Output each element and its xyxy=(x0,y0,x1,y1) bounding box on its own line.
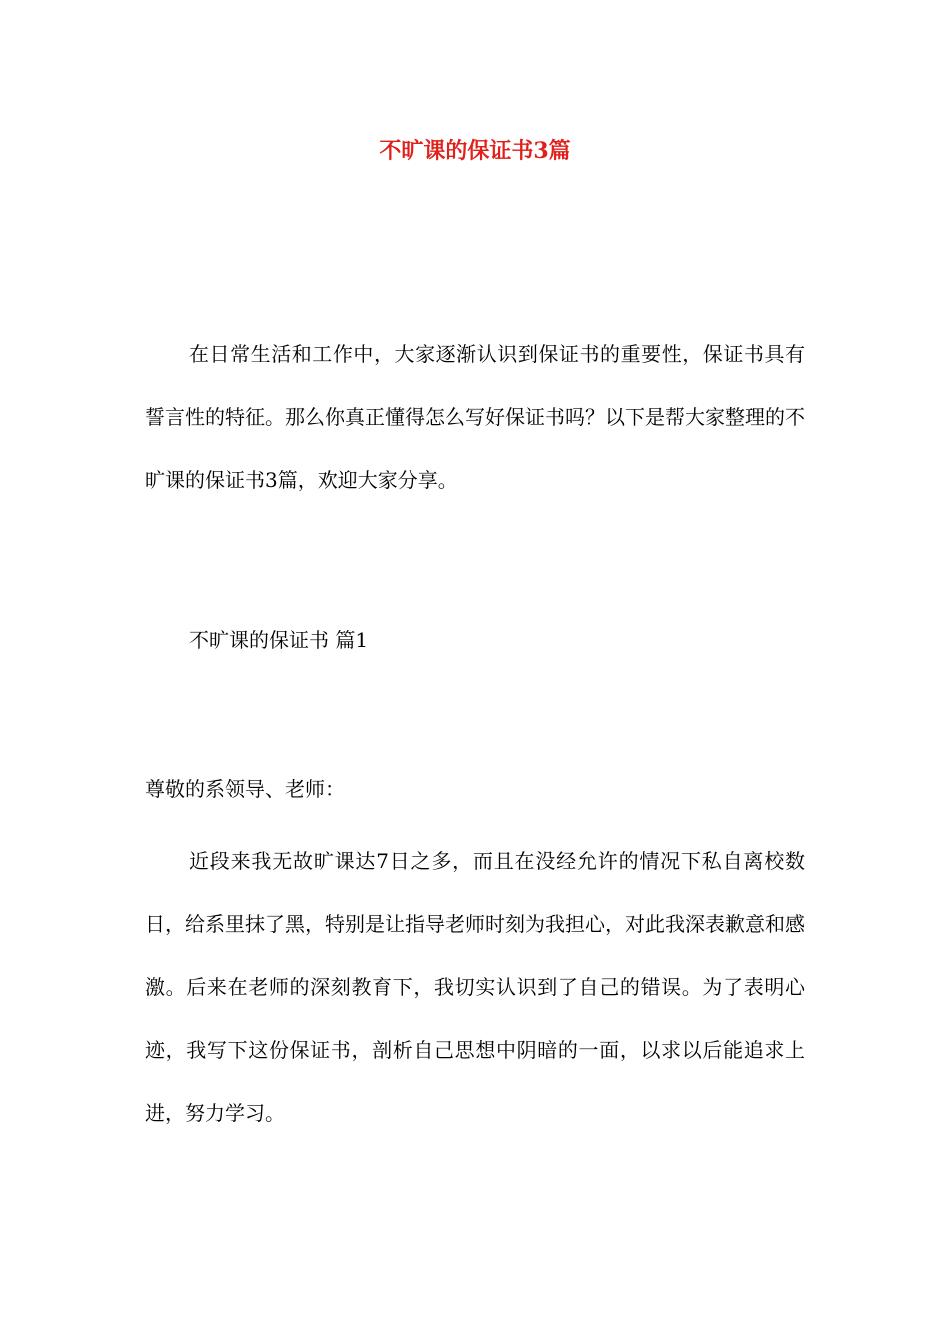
body-paragraph: 近段来我无故旷课达7日之多，而且在没经允许的情况下私自离校数日，给系里抹了黑，特别是让指导老师时刻为我担心，对此我深表歉意和感激。后来在老师的深刻教育下，我切实认识到了自己的错误。为了表明心迹，我写下这份保证书，剖析自己思想中阴暗的一面，以求以后能追求上进，努力学习。 xyxy=(145,849,805,1125)
document-title: 不旷课的保证书3篇 xyxy=(379,138,571,164)
intro-paragraph: 在日常生活和工作中，大家逐渐认识到保证书的重要性，保证书具有誓言性的特征。那么你真正懂得怎么写好保证书吗？以下是帮大家整理的不旷课的保证书3篇，欢迎大家分享。 xyxy=(145,342,805,492)
salutation: 尊敬的系领导、老师： xyxy=(145,777,345,801)
section-heading: 不旷课的保证书 篇1 xyxy=(189,628,369,652)
